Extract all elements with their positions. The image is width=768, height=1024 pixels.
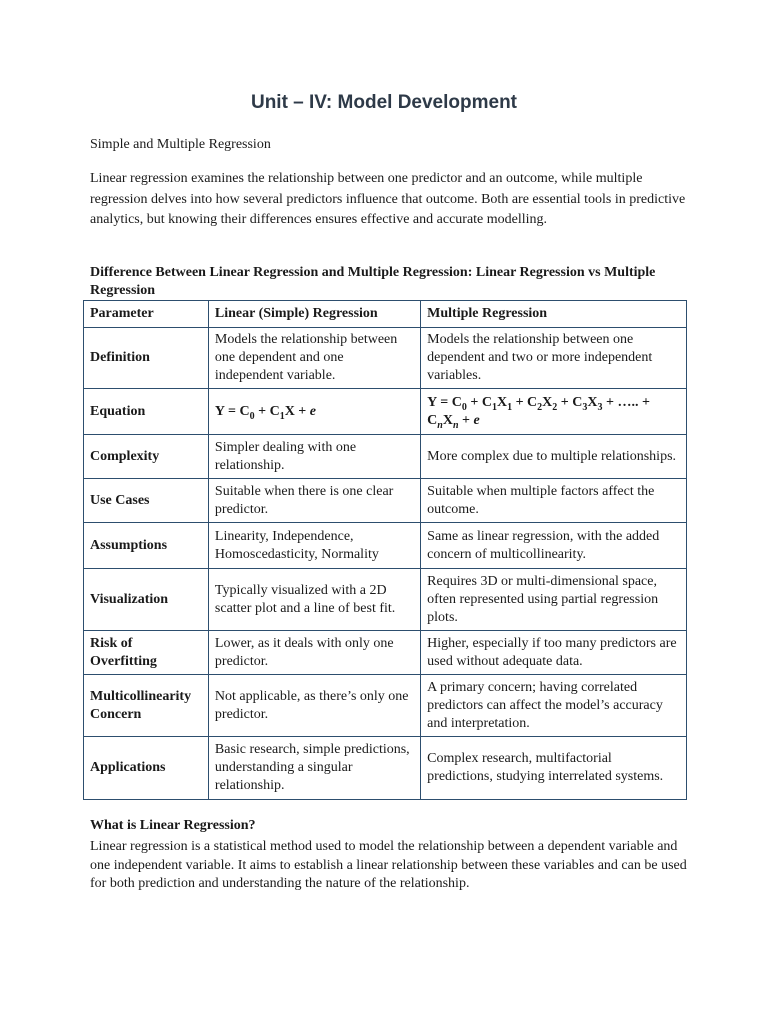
table-header-row	[84, 301, 687, 328]
subtitle: Simple and Multiple Regression	[90, 137, 271, 152]
header-multiple: Multiple Regression	[421, 301, 687, 328]
row-linear: Simpler dealing with one relationship.	[208, 435, 420, 479]
table-row	[84, 389, 687, 435]
table-row	[84, 435, 687, 479]
page-title: Unit – IV: Model Development	[250, 92, 518, 113]
row-parameter: Equation	[84, 389, 209, 435]
row-multiple: Models the relationship between one dependent and two or more independent variables.	[421, 328, 687, 389]
row-linear: Lower, as it deals with only one predictor.	[208, 631, 420, 675]
row-linear: Models the relationship between one dependent and one independent variable.	[208, 328, 420, 389]
row-linear-equation: $Y = C_0 + C_1X + e$	[208, 389, 420, 435]
row-multiple-equation: $Y = C_0 + C_1X_1 + C_2X_2 + C_3X_3$ + ….. + $C_nX_n + e$	[421, 389, 687, 435]
row-multiple: Same as linear regression, with the added concern of multicollinearity.	[421, 523, 687, 569]
table-row	[84, 328, 687, 389]
table-row	[84, 675, 687, 737]
intro-paragraph: Linear regression examines the relationship between one predictor and an outcome, while multiple regression delves into how several predictors influence that outcome. Both are essential tools in predictive analytics, but knowing their differences ensures effective and accurate modelling.	[90, 171, 686, 227]
row-parameter: Assumptions	[84, 523, 209, 569]
row-linear: Not applicable, as there’s only one predictor.	[208, 675, 420, 737]
table-row	[84, 479, 687, 523]
row-parameter: Applications	[84, 737, 209, 800]
row-parameter: Visualization	[84, 569, 209, 631]
row-parameter: Definition	[84, 328, 209, 389]
row-parameter: Risk of Overfitting	[84, 631, 209, 675]
row-multiple: Higher, especially if too many predictors are used without adequate data.	[421, 631, 687, 675]
row-linear: Typically visualized with a 2D scatter plot and a line of best fit.	[208, 569, 420, 631]
header-parameter: Parameter	[84, 301, 209, 328]
row-linear: Suitable when there is one clear predictor.	[208, 479, 420, 523]
table-row	[84, 569, 687, 631]
section-body: Linear regression is a statistical method used to model the relationship between a dependent variable and one independent variable. It aims to establish a linear relationship between these variables and can be used for both prediction and understanding the nature of the relationship.	[90, 839, 687, 891]
section-heading: What is Linear Regression?	[90, 818, 256, 833]
row-multiple: More complex due to multiple relationships.	[421, 435, 687, 479]
comparison-table	[83, 300, 687, 800]
table-row	[84, 631, 687, 675]
row-multiple: Suitable when multiple factors affect the outcome.	[421, 479, 687, 523]
header-linear: Linear (Simple) Regression	[208, 301, 420, 328]
row-multiple: Requires 3D or multi-dimensional space, often represented using partial regression plots.	[421, 569, 687, 631]
row-linear: Basic research, simple predictions, understanding a singular relationship.	[208, 737, 420, 800]
row-multiple: Complex research, multifactorial predictions, studying interrelated systems.	[421, 737, 687, 800]
row-linear: Linearity, Independence, Homoscedasticity, Normality	[208, 523, 420, 569]
row-parameter: Complexity	[84, 435, 209, 479]
row-multiple: A primary concern; having correlated predictors can affect the model’s accuracy and interpretation.	[421, 675, 687, 737]
row-parameter: Use Cases	[84, 479, 209, 523]
table-row	[84, 737, 687, 800]
table-row	[84, 523, 687, 569]
row-parameter: Multicollinearity Concern	[84, 675, 209, 737]
table-heading: Difference Between Linear Regression and Multiple Regression: Linear Regression vs Multiple Regression	[90, 265, 656, 298]
